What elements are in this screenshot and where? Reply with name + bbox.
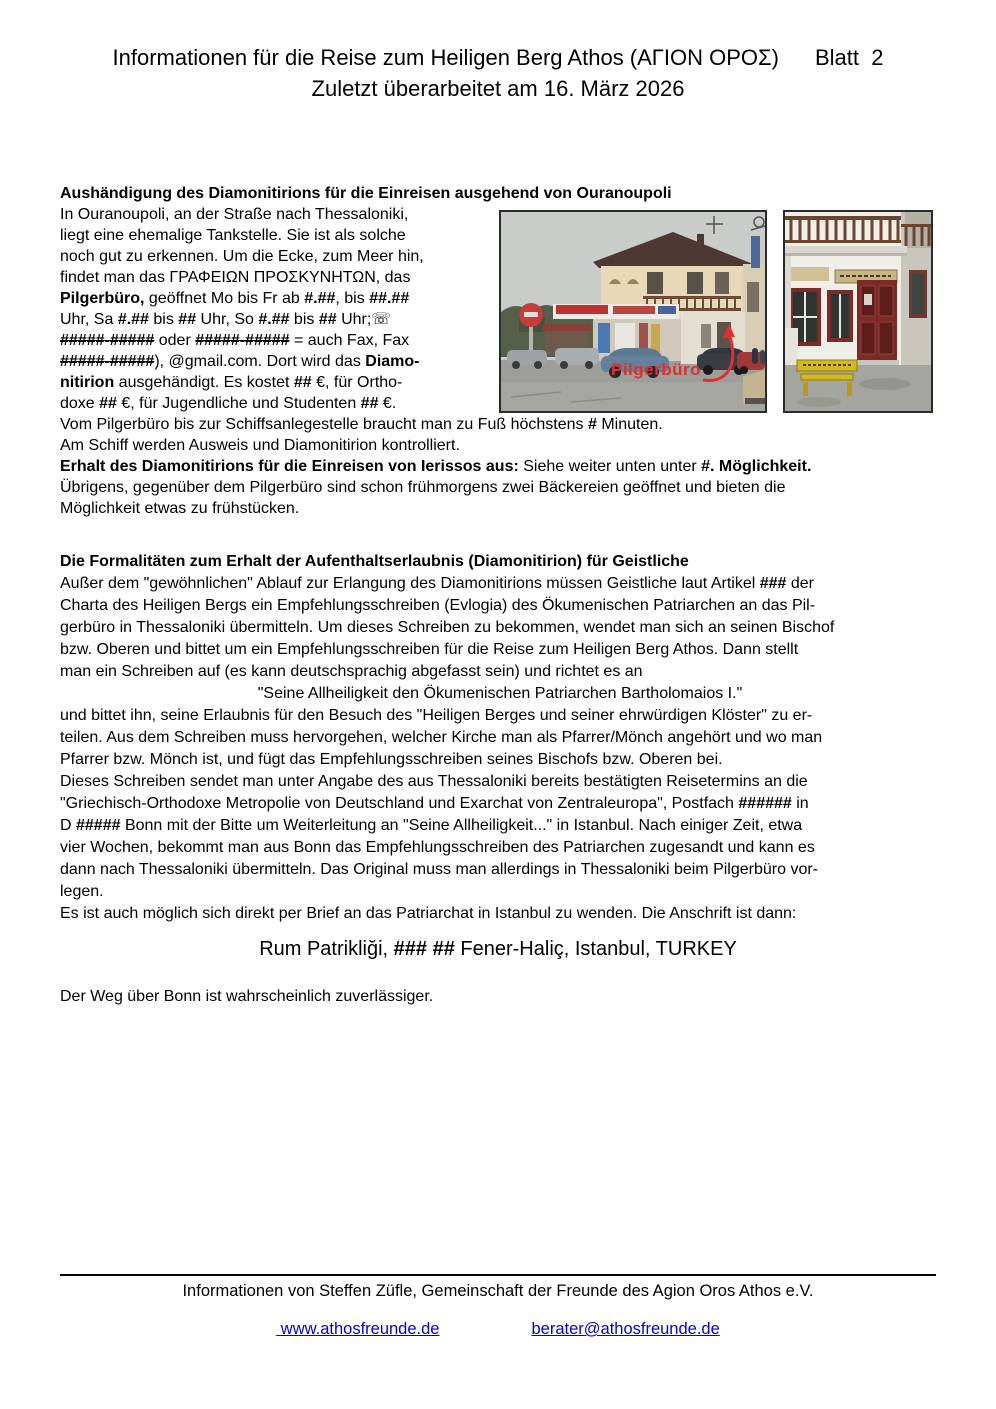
closing-remark: Der Weg über Bonn ist wahrscheinlich zuverlässiger. (60, 988, 434, 1005)
footer-links (0, 1320, 996, 1339)
section-formalitaeten (60, 551, 940, 925)
patriarchate-address-line: Rum Patrikliği, ### ## Fener-Haliç, Istanbul, TURKEY (259, 938, 737, 960)
page-title-row (0, 42, 996, 73)
website-link[interactable]: www.athosfreunde.de (276, 1320, 440, 1338)
pilgerbuero-photo-label: Pilgerbüro (611, 360, 702, 379)
section1-notes: Vom Pilgerbüro bis zur Schiffsanlegestelle braucht man zu Fuß höchstens # Minuten. Am Schiff werden Ausweis und Diamonitirion kontrolliert. Erhalt des Diamonitirions für die Einreisen von Ierissos aus: Siehe weiter unten unter #. Möglichkeit. Übrigens, gegenüber dem Pilgerbüro sind schon frühmorgens zwei Bäckereien geöffnet und bieten die Möglichkeit etwas zu frühstücken. (60, 416, 812, 517)
document-header (0, 42, 996, 104)
section1-paragraph: In Ouranoupoli, an der Straße nach Thessaloniki, liegt eine ehemalige Tankstelle. Sie ist als solche noch gut zu erkennen. Um die Ecke, zum Meer hin, findet man das ΓΡΑΦΕΙΩΝ ΠΡΟΣΚΥΝΗΤΩΝ, das Pilgerbüro, geöffnet Mo bis Fr ab #.##, bis ##.## Uhr, Sa #.## bis ## Uhr, So #.## bis ## Uhr;☏ #####-##### oder #####-##### = auch Fax, Fax #####-#####), @gmail.com. Dort wird das Diamo- nitirion ausgehändigt. Es kostet ## €, für Ortho- doxe ## €, für Jugendliche und Studenten ## €. (60, 206, 424, 412)
page-subtitle: Zuletzt überarbeitet am 16. März 2026 (311, 76, 685, 101)
pilgerbuero-entrance-photo-image (785, 212, 931, 411)
section2-heading: Die Formalitäten zum Erhalt der Aufenthaltserlaubnis (Diamonitirion) für Geistliche (60, 553, 689, 570)
footer-credit: Informationen von Steffen Züfle, Gemeinschaft der Freunde des Agion Oros Athos e.V. (182, 1282, 814, 1300)
footer-divider (60, 1274, 936, 1276)
section1-heading: Aushändigung des Diamonitirions für die Einreisen ausgehend von Ouranoupoli (60, 185, 672, 202)
email-link[interactable]: berater@athosfreunde.de (531, 1320, 720, 1338)
section2-paragraph: Außer dem "gewöhnlichen" Ablauf zur Erlangung des Diamonitirions müssen Geistliche laut Artikel ### der Charta des Heiligen Bergs ein Empfehlungsschreiben (Evlogia) des Ökumenischen Patriarchen an das Pil- gerbüro in Thessaloniki übermitteln. Um dieses Schreiben zu bekommen, wendet man sich an seinen Bischof bzw. Oberen und bittet um ein Empfehlungsschreiben für die Reise zum Heiligen Berg Athos. Dann stellt man ein Schreiben auf (es kann deutschsprachig abgefasst sein) und richtet es an "Seine Allheiligkeit den Ökumenischen Patriarchen Bartholomaios I." und bittet ihn, seine Erlaubnis für den Besuch des "Heiligen Berges und seiner ehrwürdigen Klöster" zu er- teilen. Aus dem Schreiben muss hervorgehen, welcher Kirche man als Pfarrer/Mönch angehört und wo man Pfarrer bzw. Mönch ist, und fügt das Empfehlungsschreiben seines Bischofs bzw. Oberen bei. Dieses Schreiben sendet man unter Angabe des aus Thessaloniki bereits bestätigten Reisetermins an die "Griechisch-Orthodoxe Metropolie von Deutschland und Exarchat von Zentraleuropa", Postfach ###### in D ##### Bonn mit der Bitte um Weiterleitung an "Seine Allheiligkeit..." in Istanbul. Nach einiger Zeit, etwa vier Wochen, bekommt man aus Bonn das Empfehlungsschreiben des Patriarchen zugesandt und kann es dann nach Thessaloniki übermitteln. Das Original muss man allerdings in Thessaloniki beim Pilgerbüro vor- legen. Es ist auch möglich sich direkt per Brief an das Patriarchat in Istanbul zu wenden. Die Anschrift ist dann: (60, 575, 835, 922)
gas-station-photo-image (501, 212, 765, 411)
photo-gas-station-pilgerbuero (499, 210, 767, 413)
photo-pilgerbuero-entrance (783, 210, 933, 413)
page-title: Informationen für die Reise zum Heiligen Berg Athos (ΑΓΙΟΝ ΟΡΟΣ) (112, 45, 779, 70)
page-number: Blatt 2 (814, 45, 884, 70)
